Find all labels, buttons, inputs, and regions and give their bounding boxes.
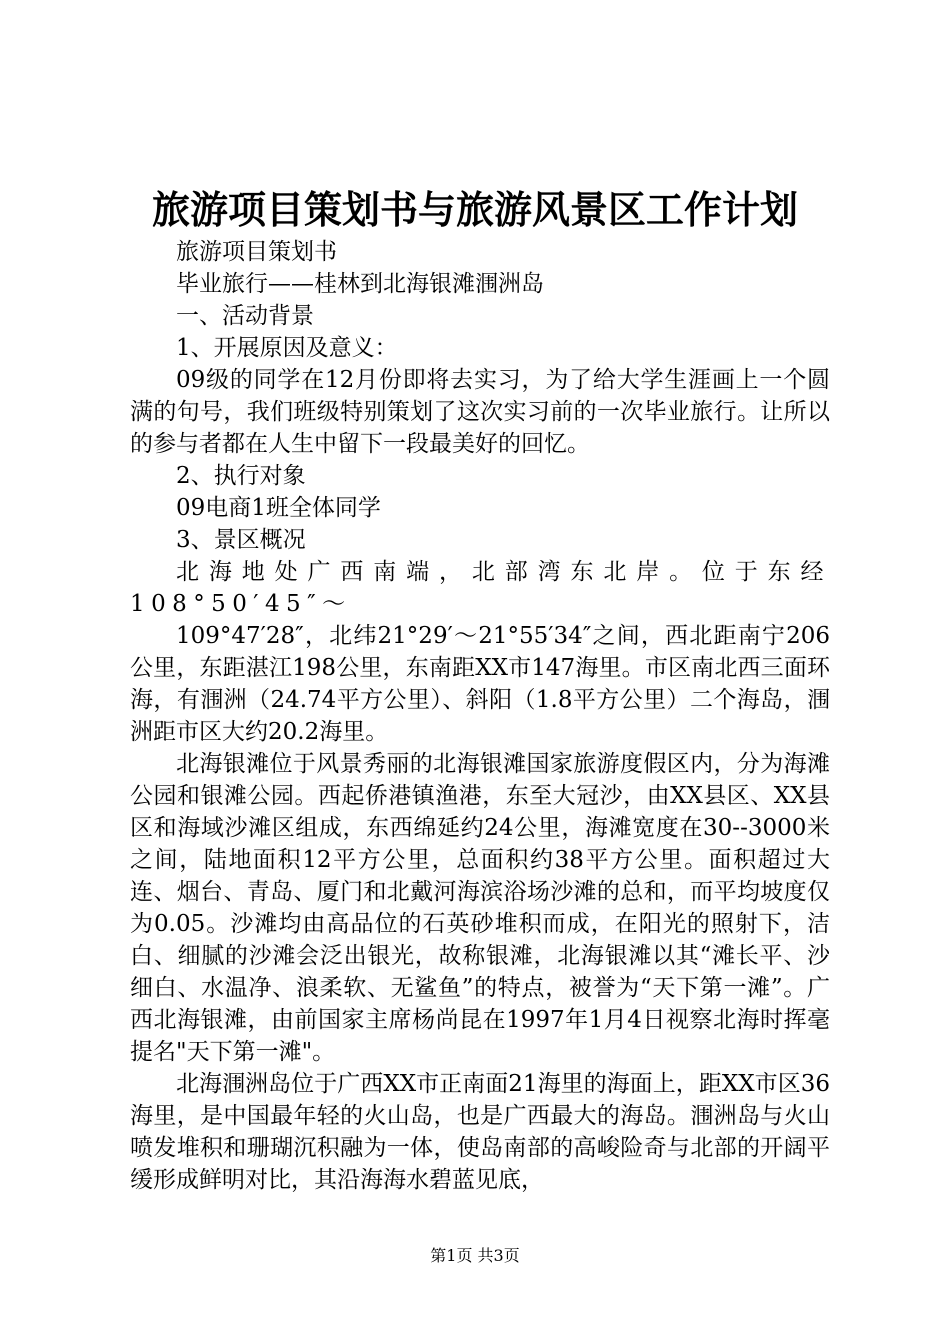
paragraph-trip-name: 毕业旅行——桂林到北海银滩涠洲岛 [176,271,544,297]
document-body [130,236,830,1196]
subsection-heading-target: 2、执行对象 [176,463,306,489]
paragraph-coordinates: 109°47′28″，北纬21°29′～21°55′34″之间，西北距南宁206公里，东距湛江198公里，东南距XX市147海里。市区南北西三面环海，有涠洲（24.74平方公里）、斜阳（1.8平方公里）二个海岛，涠洲距市区大约20.2海里。 [130,623,830,745]
paragraph-subtitle: 旅游项目策划书 [176,239,337,265]
paragraph-silver-beach: 北海银滩位于风景秀丽的北海银滩国家旅游度假区内，分为海滩公园和银滩公园。西起侨港镇渔港，东至大冠沙，由XX县区、XX县区和海域沙滩区组成，东西绵延约24公里，海滩宽度在30--3000米之间，陆地面积12平方公里，总面积约38平方公里。面积超过大连、烟台、青岛、厦门和北戴河海滨浴场沙滩的总和，而平均坡度仅为0.05。沙滩均由高品位的石英砂堆积而成，在阳光的照射下，洁白、细腻的沙滩会泛出银光，故称银滩，北海银滩以其“滩长平、沙细白、水温净、浪柔软、无鲨鱼”的特点，被誉为“天下第一滩”。广西北海银滩，由前国家主席杨尚昆在1997年1月4日视察北海时挥毫提名"天下第一滩"。 [130,751,830,1065]
subsection-heading-overview: 3、景区概况 [176,527,306,553]
section-heading-background: 一、活动背景 [176,303,314,329]
page-number: 第1页 共3页 [430,1246,520,1265]
paragraph-target: 09电商1班全体同学 [176,495,381,521]
paragraph-location: 北海地处广西南端，北部湾东北岸。位于东经108°50′45″～ [130,559,830,617]
paragraph-reason: 09级的同学在12月份即将去实习，为了给大学生涯画上一个圆满的句号，我们班级特别策划了这次实习前的一次毕业旅行。让所以的参与者都在人生中留下一段最美好的回忆。 [130,367,830,457]
paragraph-weizhou-island: 北海涠洲岛位于广西XX市正南面21海里的海面上，距XX市区36海里，是中国最年轻的火山岛，也是广西最大的海岛。涠洲岛与火山喷发堆积和珊瑚沉积融为一体，使岛南部的高峻险奇与北部的开阔平缓形成鲜明对比，其沿海海水碧蓝见底， [130,1071,830,1193]
document-title: 旅游项目策划书与旅游风景区工作计划 [151,187,798,232]
subsection-heading-reason: 1、开展原因及意义： [176,335,398,361]
